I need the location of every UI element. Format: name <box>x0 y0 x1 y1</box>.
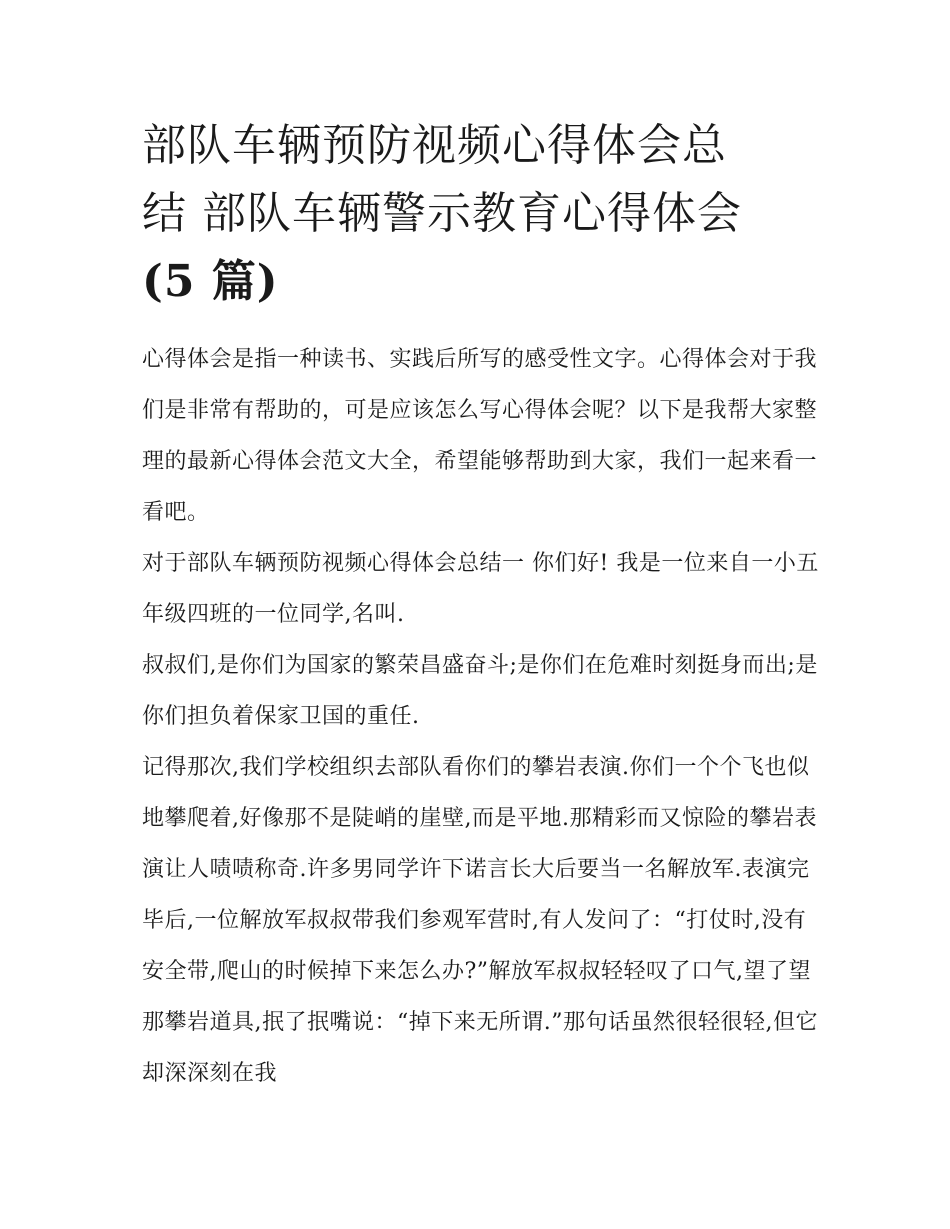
paragraph-intro: 心得体会是指一种读书、实践后所写的感受性文字。心得体会对于我们是非常有帮助的，可是应该怎么写心得体会呢？以下是我帮大家整理的最新心得体会范文大全，希望能够帮助到大家，我们一起来看一看吧。 <box>142 347 818 525</box>
title-line-2: 结 部队车辆警示教育心得体会 <box>142 188 742 239</box>
document-page <box>142 112 822 1099</box>
paragraph-greeting: 对于部队车辆预防视频心得体会总结一 你们好! 我是一位来自一小五年级四班的一位同学,名叫. <box>142 551 819 627</box>
paragraph-story: 记得那次,我们学校组织去部队看你们的攀岩表演.你们一个个飞也似地攀爬着,好像那不是陡峭的崖壁,而是平地.那精彩而又惊险的攀岩表演让人啧啧称奇.许多男同学许下诺言长大后要当一名解放军.表演完毕后,一位解放军叔叔带我们参观军营时,有人发问了：“打仗时,没有安全带,爬山的时候掉下来怎么办?”解放军叔叔轻轻叹了口气,望了望那攀岩道具,抿了抿嘴说：“掉下来无所谓.”那句话虽然很轻很轻,但它却深深刻在我 <box>142 755 818 1086</box>
paragraph-tribute: 叔叔们,是你们为国家的繁荣昌盛奋斗;是你们在危难时刻挺身而出;是你们担负着保家卫国的重任. <box>142 653 818 729</box>
document-title <box>142 112 822 316</box>
title-line-1: 部队车辆预防视频心得体会总 <box>142 120 727 171</box>
document-body <box>142 334 822 1099</box>
title-line-3: (5 篇) <box>142 256 279 307</box>
